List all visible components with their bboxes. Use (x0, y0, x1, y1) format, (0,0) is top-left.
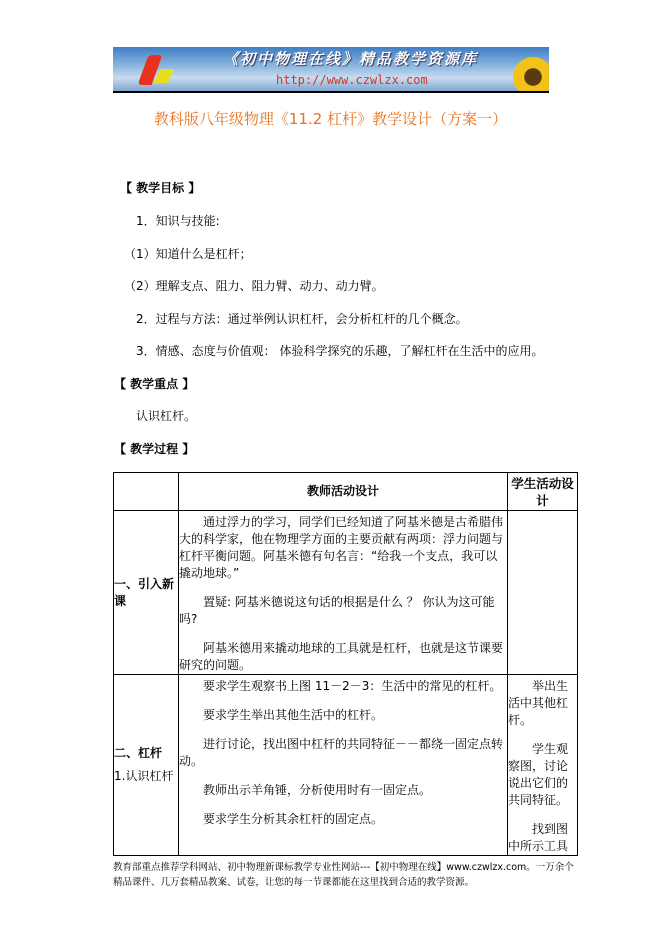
header-cell-stage (114, 473, 179, 511)
goal-1b: （2）理解支点、阻力、阻力臂、动力、动力臂。 (124, 279, 384, 293)
student-cell (508, 511, 578, 675)
stage-cell (114, 675, 179, 856)
teacher-paragraph: 通过浮力的学习，同学们已经知道了阿基米德是古希腊伟大的科学家，他在物理学方面的主要贡献有两项：浮力问题与杠杆平衡问题。阿基米德有句名言：“给我一个支点，我可以撬动地球。” (179, 515, 504, 580)
sunflower-image (513, 57, 549, 91)
student-paragraph: 找到图中所示工具 (508, 822, 569, 853)
header-banner (113, 47, 549, 91)
lesson-process-table (113, 472, 578, 856)
goal-2: 2．过程与方法：通过举例认识杠杆，会分析杠杆的几个概念。 (136, 312, 468, 326)
teacher-paragraph: 置疑: 阿基米德说这句话的根据是什么 ？ 你认为这可能吗? (179, 595, 495, 626)
teacher-paragraph: 要求学生举出其他生活中的杠杆。 (203, 708, 384, 722)
teacher-paragraph: 要求学生分析其余杠杆的固定点。 (203, 812, 384, 826)
goal-1a: （1）知道什么是杠杆； (124, 247, 252, 261)
table-row (114, 675, 578, 856)
student-cell (508, 675, 578, 856)
focus-text: 认识杠杆。 (136, 409, 197, 423)
student-paragraph: 学生观察图，讨论说出它们的共同特征。 (508, 742, 569, 807)
stage-title: 二、杠杆 (114, 746, 163, 760)
teacher-cell (179, 511, 508, 675)
stage-subtitle: 1.认识杠杆 (114, 769, 174, 783)
header-cell-student: 学生活动设计 (508, 473, 578, 511)
document-title: 教科版八年级物理《11.2 杠杆》教学设计（方案一） (153, 110, 508, 128)
goals-heading: 【 教学目标 】 (120, 181, 201, 195)
header-cell-teacher: 教师活动设计 (179, 473, 508, 511)
teacher-paragraph: 进行讨论，找出图中杠杆的共同特征－－都绕一固定点转动。 (179, 737, 504, 768)
site-logo-accent (154, 69, 175, 83)
process-heading: 【 教学过程 】 (114, 442, 195, 456)
focus-heading: 【 教学重点 】 (114, 377, 195, 391)
banner-title: 《初中物理在线》精品教学资源库 (223, 50, 479, 68)
goal-1: 1．知识与技能: (136, 214, 220, 228)
teacher-paragraph: 阿基米德用来撬动地球的工具就是杠杆，也就是这节课要研究的问题。 (179, 641, 504, 672)
banner-url: http://www.czwlzx.com (276, 73, 428, 87)
table-header-row (114, 473, 578, 511)
teacher-cell (179, 675, 508, 856)
table-row (114, 511, 578, 675)
stage-cell: 一、引入新课 (114, 511, 179, 675)
banner-divider (113, 91, 549, 93)
teacher-paragraph: 教师出示羊角锤，分析使用时有一固定点。 (203, 783, 432, 797)
student-paragraph: 举出生活中其他杠杆。 (508, 679, 569, 727)
teacher-paragraph: 要求学生观察书上图 11－2－3：生活中的常见的杠杆。 (203, 679, 502, 693)
page-footer: 教育部重点推荐学科网站、初中物理新课标教学专业性网站---【初中物理在线】www.czwlzx.com。一万余个精品课件、几万套精品教案、试卷，让您的每一节课都能在这里找到合适的教学资源。 (113, 862, 574, 888)
goal-3: 3．情感、态度与价值观： 体验科学探究的乐趣，了解杠杆在生活中的应用。 (136, 344, 544, 358)
